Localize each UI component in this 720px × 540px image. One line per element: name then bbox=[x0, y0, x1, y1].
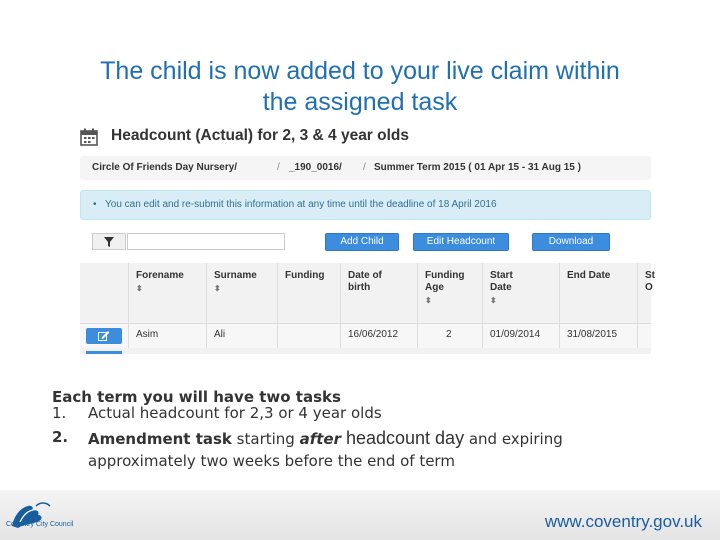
add-child-button[interactable]: Add Child bbox=[325, 233, 399, 251]
column-header-forename[interactable]: Forename ⬍ bbox=[128, 263, 206, 323]
sort-icon[interactable]: ⬍ bbox=[425, 296, 432, 305]
cell-dob: 16/06/2012 bbox=[340, 324, 417, 348]
task-number: 1. bbox=[52, 404, 67, 422]
filter-icon bbox=[104, 237, 114, 247]
breadcrumb-provider[interactable]: Circle Of Friends Day Nursery/ bbox=[92, 162, 238, 173]
coventry-logo-icon bbox=[6, 498, 66, 538]
task-text-part: headcount day bbox=[340, 428, 465, 448]
breadcrumb-term: Summer Term 2015 ( 01 Apr 15 - 31 Aug 15 ) bbox=[374, 162, 581, 173]
breadcrumb bbox=[80, 156, 651, 180]
cell-forename: Asim bbox=[128, 324, 206, 348]
task-text: approximately two weeks before the end of term bbox=[88, 452, 455, 470]
task-italic-text: after bbox=[299, 430, 341, 448]
slide-title-line-2: the assigned task bbox=[262, 88, 458, 116]
cell-funding-age: 2 bbox=[417, 324, 482, 348]
cell-status bbox=[637, 324, 657, 348]
breadcrumb-separator: / bbox=[277, 162, 280, 173]
column-header-surname[interactable]: Surname ⬍ bbox=[206, 263, 277, 323]
edit-row-button[interactable] bbox=[86, 328, 122, 344]
footer bbox=[0, 490, 720, 540]
sort-icon[interactable]: ⬍ bbox=[490, 296, 497, 305]
sort-icon[interactable]: ⬍ bbox=[214, 284, 221, 293]
logo-text: Coventry City Council bbox=[6, 521, 74, 528]
sort-icon[interactable]: ⬍ bbox=[136, 284, 143, 293]
column-header-funding[interactable]: Funding bbox=[277, 263, 340, 323]
table-row[interactable] bbox=[80, 323, 651, 348]
column-header-dob[interactable]: Date of birth bbox=[340, 263, 417, 323]
cell-start-date: 01/09/2014 bbox=[482, 324, 559, 348]
next-edit-button[interactable] bbox=[86, 351, 122, 354]
website-url[interactable]: www.coventry.gov.uk bbox=[544, 512, 702, 531]
column-header-start-date[interactable]: Start Date ⬍ bbox=[482, 263, 559, 323]
slide-title-line-1: The child is now added to your live claim within bbox=[100, 57, 620, 85]
calendar-icon bbox=[80, 128, 98, 146]
task-text-part: starting bbox=[231, 430, 300, 448]
edit-headcount-button[interactable]: Edit Headcount bbox=[413, 233, 509, 251]
page-title: Headcount (Actual) for 2, 3 & 4 year olds bbox=[111, 127, 410, 144]
children-table bbox=[80, 263, 655, 354]
deadline-alert bbox=[80, 190, 651, 220]
breadcrumb-separator: / bbox=[363, 162, 366, 173]
task-number: 2. bbox=[52, 428, 69, 446]
breadcrumb-ref[interactable]: _190_0016/ bbox=[289, 162, 342, 173]
filter-button[interactable] bbox=[92, 233, 126, 250]
task-text bbox=[88, 428, 563, 449]
alert-text: You can edit and re-submit this information at any time until the deadline of 18 April 2016 bbox=[105, 199, 497, 210]
filter-input[interactable] bbox=[127, 233, 285, 250]
slide-title bbox=[20, 56, 700, 118]
app-screenshot bbox=[80, 122, 655, 354]
edit-icon bbox=[98, 331, 110, 341]
cell-end-date: 31/08/2015 bbox=[559, 324, 637, 348]
cell-funding bbox=[277, 324, 340, 348]
column-header-end-date[interactable]: End Date bbox=[559, 263, 637, 323]
download-button[interactable]: Download bbox=[532, 233, 610, 251]
task-text-part: and expiring bbox=[464, 430, 563, 448]
alert-bullet: • bbox=[93, 199, 97, 210]
column-header-funding-age[interactable]: Funding Age ⬍ bbox=[417, 263, 482, 323]
tasks-heading: Each term you will have two tasks bbox=[52, 388, 341, 406]
task-text: Actual headcount for 2,3 or 4 year olds bbox=[88, 404, 382, 422]
column-header-status[interactable]: St O bbox=[637, 263, 657, 323]
task-bold-text: Amendment task bbox=[88, 430, 232, 448]
cell-surname: Ali bbox=[206, 324, 277, 348]
